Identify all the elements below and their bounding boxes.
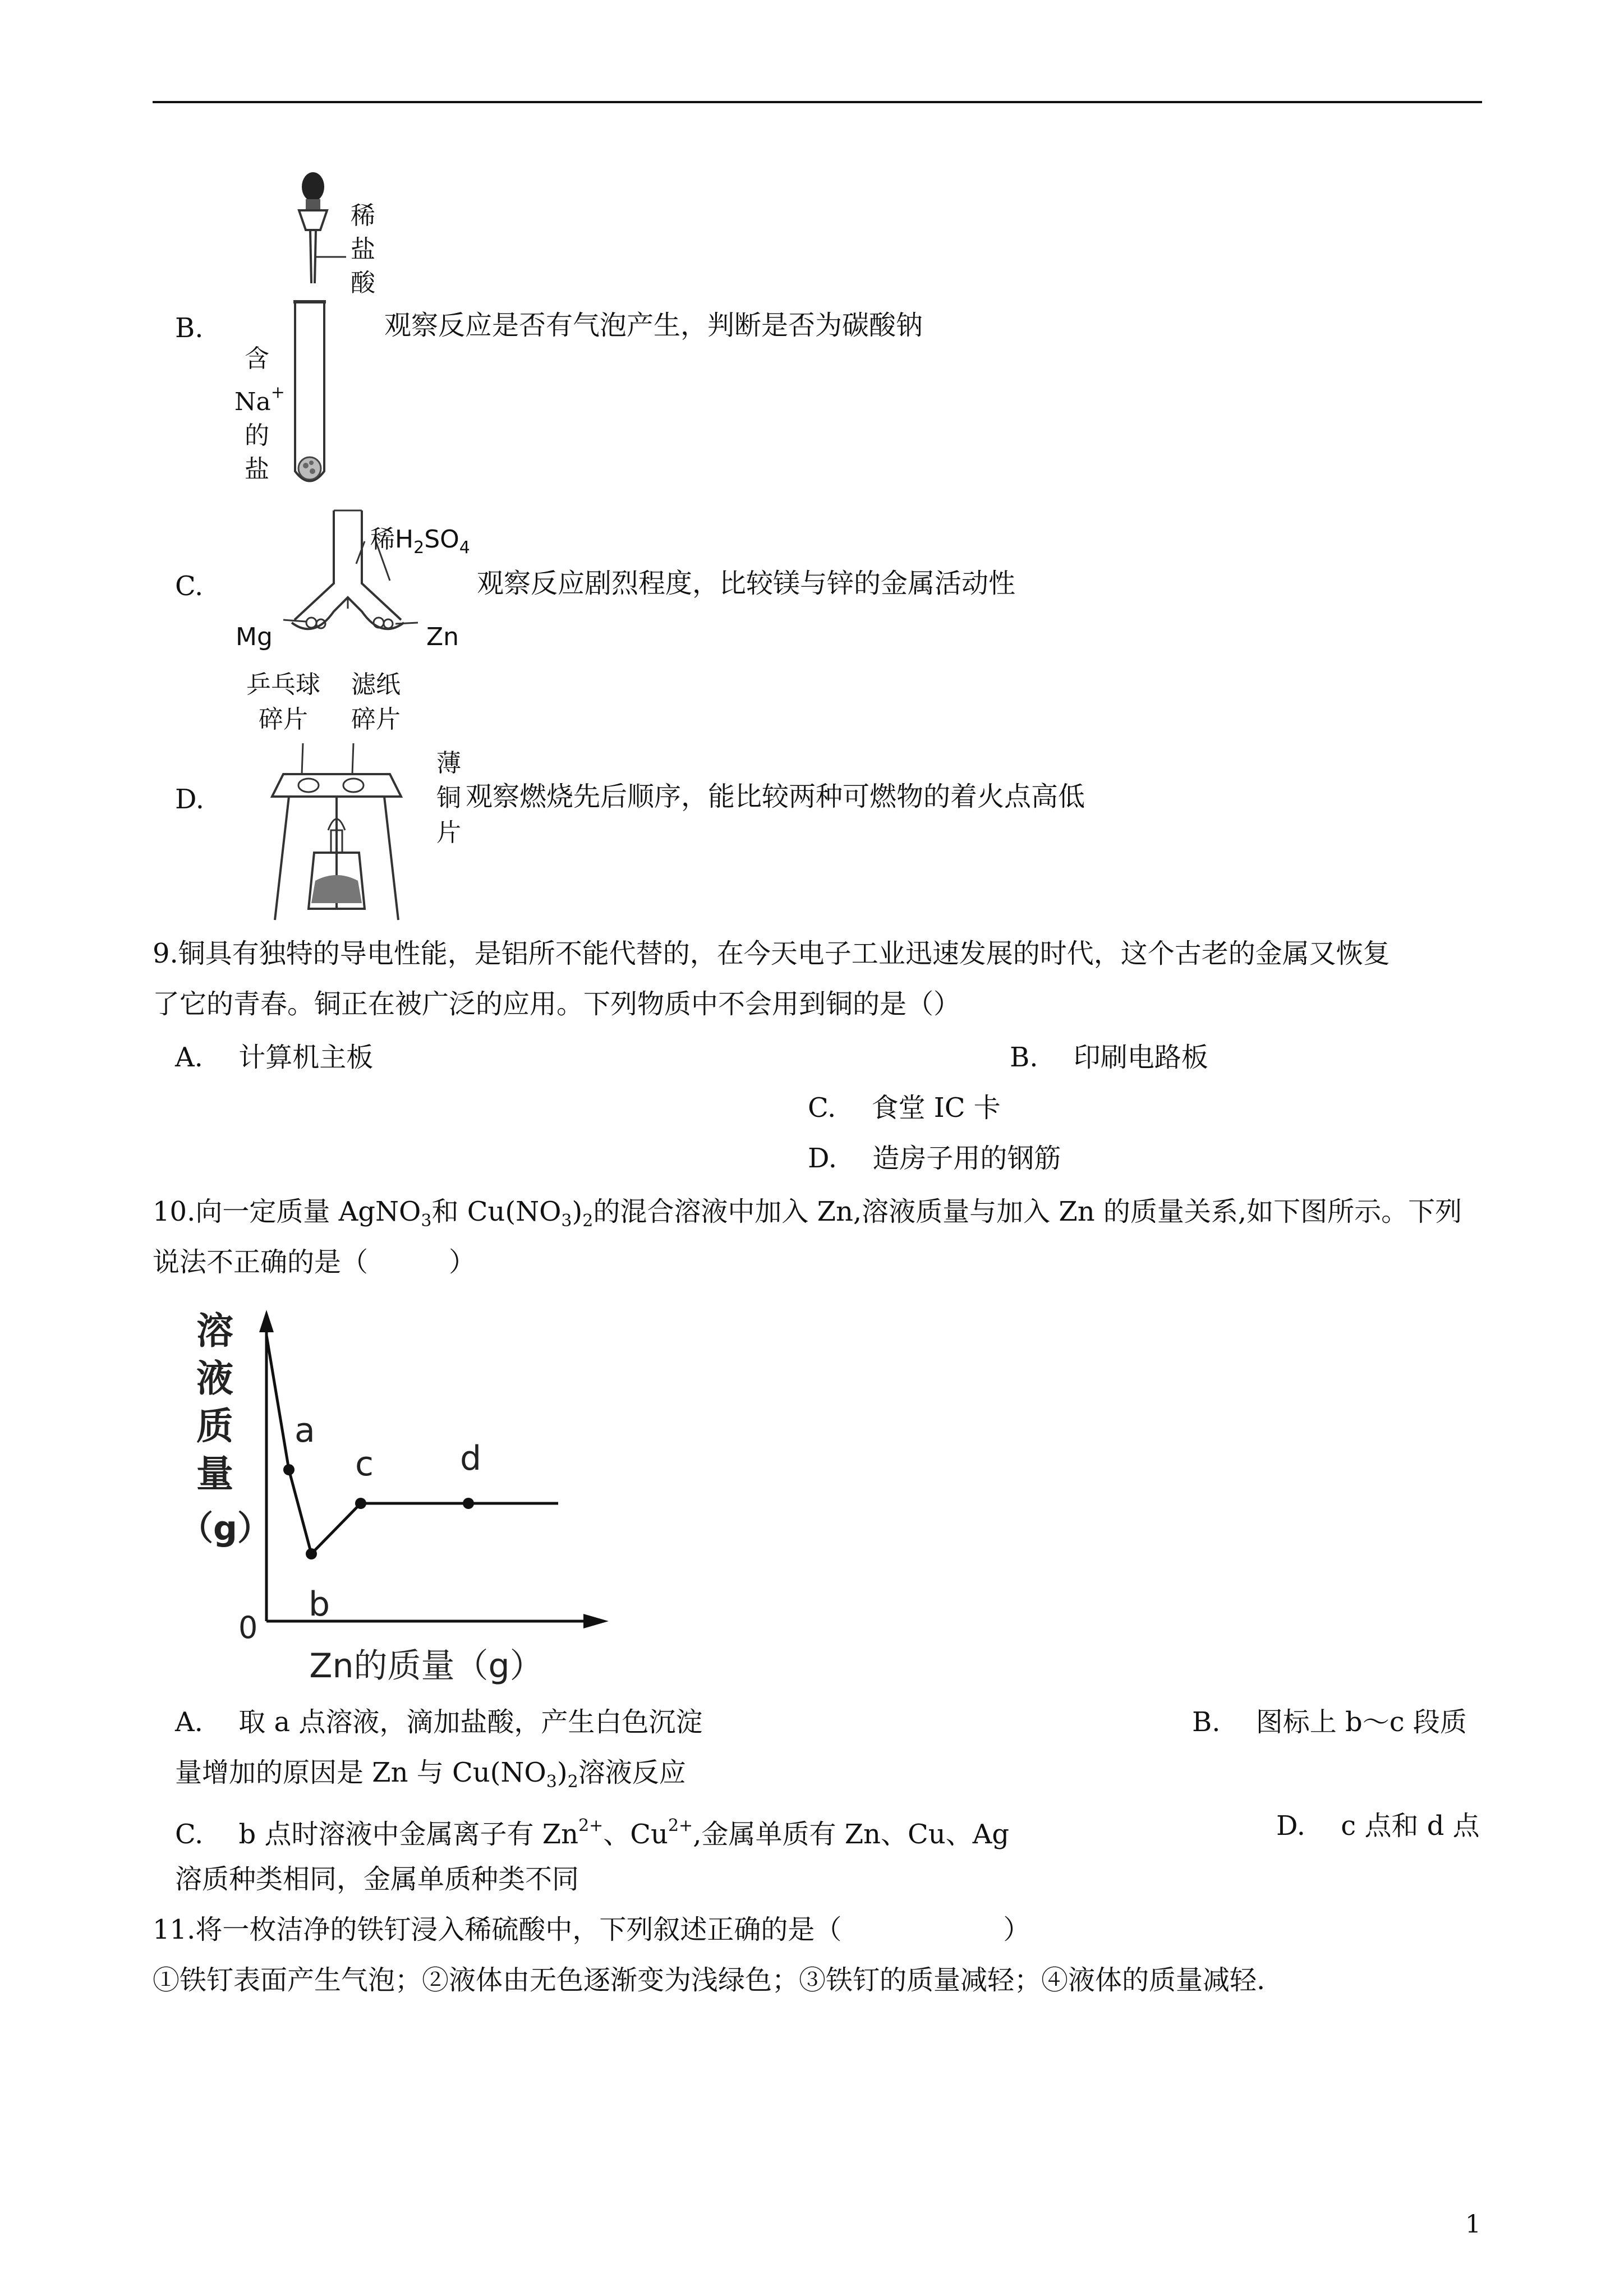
q10-option-a: A. 取 a 点溶液，滴加盐酸，产生白色沉淀 — [175, 1706, 703, 1738]
chart-point-d — [463, 1498, 474, 1509]
option-d-text: 观察燃烧先后顺序，能比较两种可燃物的着火点高低 — [466, 781, 1085, 812]
q10-option-d-cont: 溶质种类相同，金属单质种类不同 — [175, 1864, 579, 1895]
chart-y-arrow — [259, 1310, 274, 1332]
q10-option-b-cont: 量增加的原因是 Zn 与 $Cu(NO_3)_2$溶液反应 — [175, 1757, 686, 1792]
chart-x-arrow — [583, 1614, 609, 1628]
q9-option-a: A. 计算机主板 — [175, 1042, 374, 1073]
q9-line2: 了它的青春。铜正在被广泛的应用。下列物质中不会用到铜的是（） — [153, 988, 961, 1020]
q10-line1: 10.向一定质量 AgNO$_3$和 $Cu(NO_3)_2$的混合溶液中加入 Zn,溶液质量与加入 Zn 的质量关系,如下图所示。下列 — [153, 1196, 1462, 1231]
chart-y-axis-label — [180, 1309, 271, 1548]
option-c-text: 观察反应剧烈程度，比较镁与锌的金属活动性 — [477, 568, 1016, 599]
chart-point-c — [355, 1498, 366, 1509]
q9-option-d: D. 造房子用的钢筋 — [808, 1143, 1061, 1174]
acid-h2so4-label: 稀$H_2SO_4$ — [370, 525, 470, 558]
chart-point-label-b: b — [309, 1585, 330, 1624]
q9-option-c: C. 食堂 IC 卡 — [808, 1092, 1001, 1124]
chart-y-axis-label-char: 液 — [196, 1357, 233, 1400]
q11-line2: ①铁钉表面产生气泡；②液体由无色逐渐变为浅绿色；③铁钉的质量减轻；④液体的质量减轻. — [153, 1964, 1266, 1996]
q9-line1: 9.铜具有独特的导电性能，是铝所不能代替的，在今天电子工业迅速发展的时代，这个古老的金属又恢复 — [153, 938, 1390, 969]
option-d-letter: D. — [175, 784, 205, 815]
chart-point-label-d: d — [460, 1439, 482, 1478]
pingpong-label: 乒乓球 碎片 — [246, 670, 320, 734]
header-rule — [153, 101, 1482, 103]
q10-option-b: B. 图标上 b～c 段质 — [1192, 1706, 1467, 1738]
chart-origin-label: 0 — [238, 1610, 258, 1645]
solution-mass-chart — [163, 1301, 712, 1696]
chart-point-label-a: a — [295, 1411, 315, 1450]
mg-label: Mg — [236, 623, 273, 651]
q10-option-d: D. c 点和 d 点 — [1276, 1810, 1480, 1842]
tripod-burner-figure — [264, 740, 410, 928]
chart-y-axis-label-char: 溶 — [196, 1309, 233, 1352]
q10-option-c: C. b 点时溶液中金属离子有 $Zn^{2+}$、$Cu^{2+}$,金属单质有 Zn、Cu、Ag — [175, 1816, 1010, 1850]
chart-y-axis-label-unit: （g） — [180, 1509, 271, 1548]
filter-paper-label: 滤纸 碎片 — [351, 670, 401, 734]
chart-point-b — [306, 1548, 317, 1559]
q9-option-b: B. 印刷电路板 — [1010, 1042, 1208, 1073]
chart-x-axis-label: Zn的质量（g） — [309, 1646, 544, 1686]
q11-line1: 11.将一枚洁净的铁钉浸入稀硫酸中，下列叙述正确的是（ ） — [153, 1914, 1030, 1945]
copper-sheet-label: 薄铜片 — [436, 749, 461, 847]
chart-y-axis-label-char: 量 — [196, 1452, 233, 1496]
option-b-letter: B. — [175, 312, 204, 344]
zn-label: Zn — [426, 623, 459, 651]
acid-label: 稀盐酸 — [351, 201, 375, 297]
option-b-text: 观察反应是否有气泡产生，判断是否为碳酸钠 — [384, 310, 923, 341]
chart-point-a — [283, 1464, 295, 1475]
q10-line2: 说法不正确的是（ ） — [153, 1246, 476, 1278]
chart-y-axis-label-char: 质 — [196, 1405, 233, 1448]
chart-point-label-c: c — [355, 1444, 374, 1484]
option-c-letter: C. — [175, 570, 204, 602]
salt-label: 含 Na+ 的 盐 — [234, 344, 285, 484]
page-number: 1 — [1465, 2210, 1481, 2239]
